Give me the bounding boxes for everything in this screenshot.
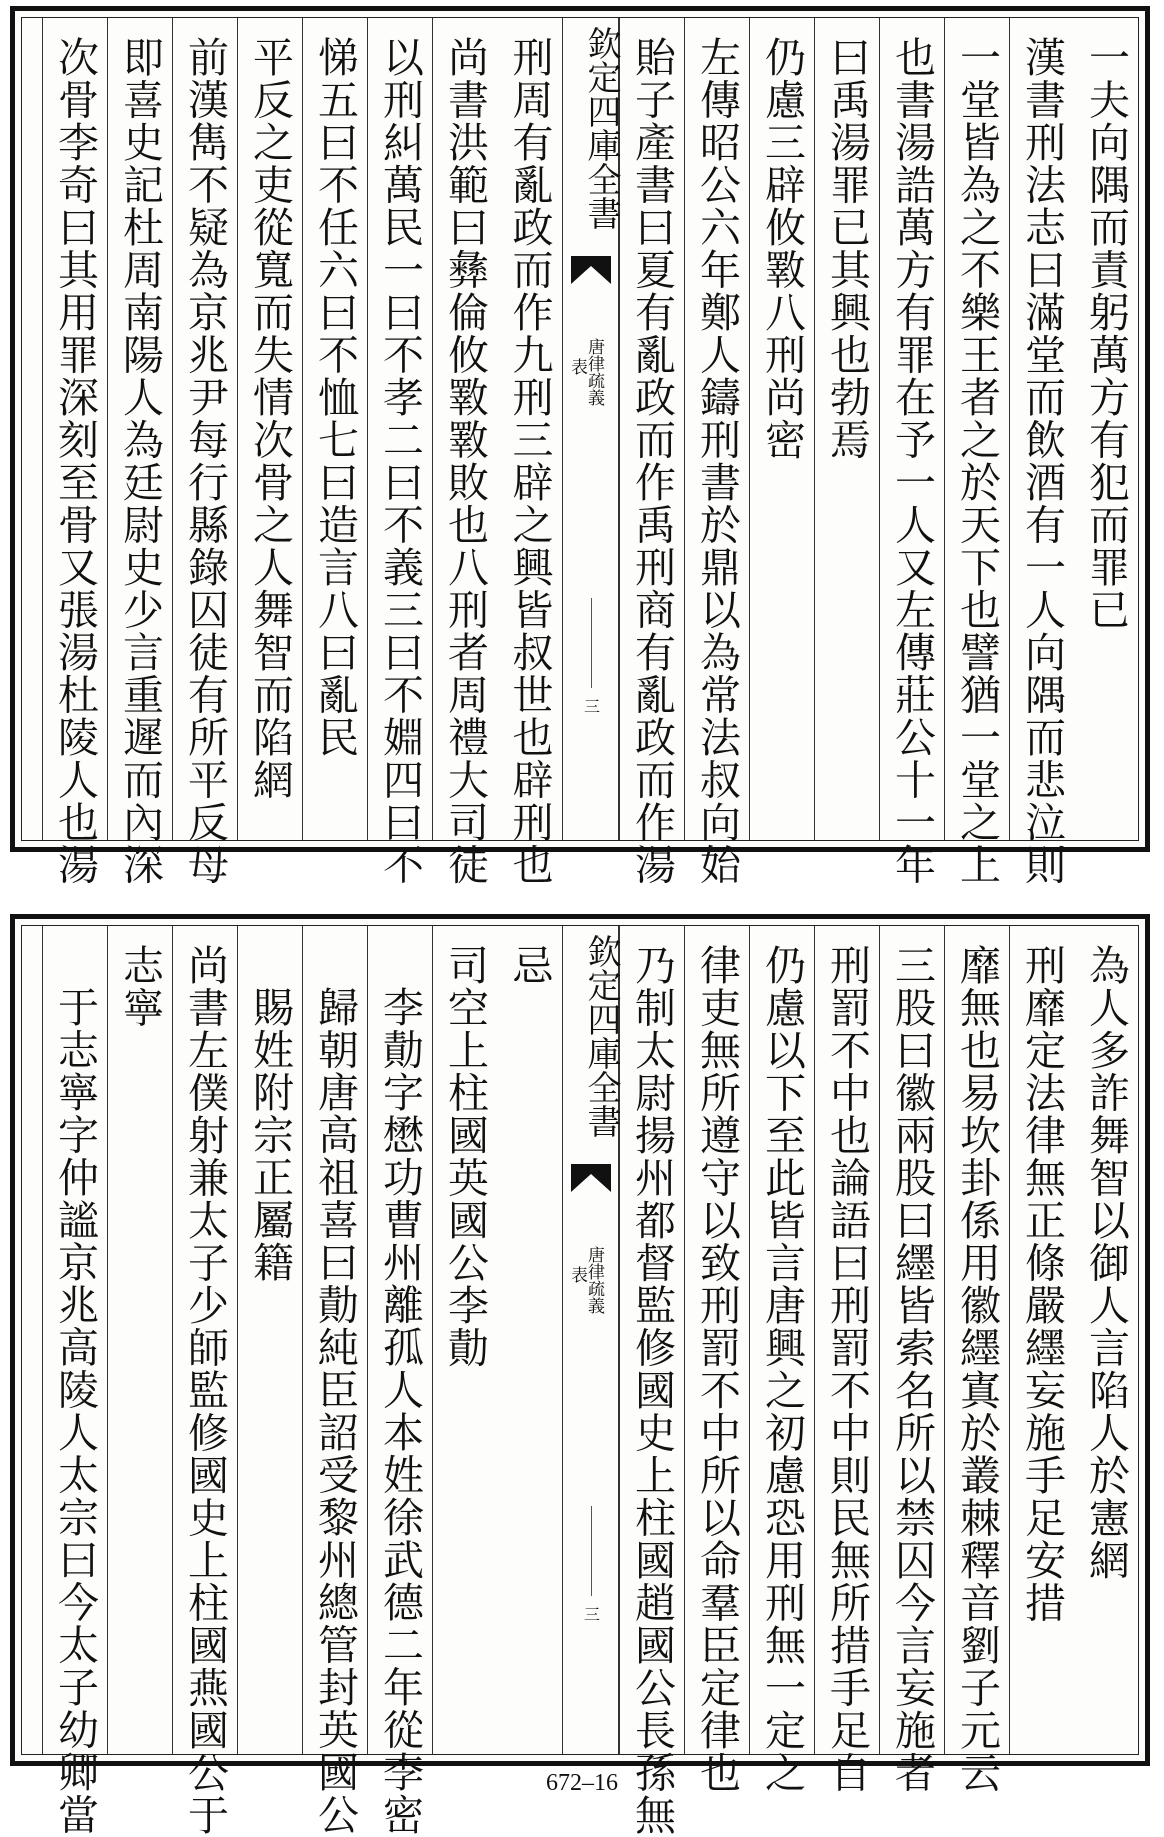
text-column <box>497 18 562 886</box>
text-column <box>1074 18 1138 840</box>
text-column <box>944 18 1009 886</box>
column-text: 貽子產書曰夏有亂政而作禹刑商有亂政而作湯 <box>628 36 676 886</box>
text-column <box>684 18 749 886</box>
column-text: 尚書左僕射兼太子少師監修國史上柱國燕國公于 <box>181 944 229 1837</box>
text-column <box>749 926 814 1794</box>
text-column <box>237 18 302 840</box>
center-section: 表 <box>567 358 587 375</box>
column-text: 曰禹湯罪已其興也勃焉 <box>823 36 871 461</box>
text-column <box>172 18 237 886</box>
text-column <box>1009 18 1074 886</box>
text-column <box>42 18 107 886</box>
column-text: 即喜史記杜周南陽人為廷尉史少言重遲而內深 <box>116 36 164 886</box>
center-rule <box>591 598 592 688</box>
fishtail-mark-icon <box>571 256 611 284</box>
column-text: 前漢雋不疑為京兆尹每行縣錄囚徒有所平反母 <box>181 36 229 886</box>
text-column <box>879 18 944 886</box>
center-page-number: 三 <box>581 1606 601 1622</box>
column-text: 也書湯誥萬方有罪在予一人又左傳莊公十一年 <box>888 36 936 886</box>
column-text: 仍慮三辟攸斁八刑尚密 <box>758 36 806 461</box>
column-text: 刑周有亂政而作九刑三辟之興皆叔世也辟刑也 <box>505 36 554 886</box>
center-title: 欽定四庫全書 <box>581 26 621 230</box>
text-column <box>107 18 172 886</box>
text-column <box>944 926 1009 1794</box>
text-column <box>619 926 684 1837</box>
column-text: 乃制太尉揚州都督監修國史上柱國趙國公長孫無 <box>628 944 676 1837</box>
text-column <box>1009 926 1074 1754</box>
text-column <box>814 926 879 1794</box>
text-column <box>497 926 562 1754</box>
column-text: 律吏無所遵守以致刑罰不中所以命羣臣定律也 <box>693 944 741 1794</box>
column-text: 刑靡定法律無正條嚴纆妄施手足安措 <box>1018 944 1066 1624</box>
text-column <box>879 926 944 1794</box>
center-rule <box>591 1506 592 1596</box>
center-section: 表 <box>567 1266 587 1283</box>
column-text: 司空上柱國英國公李勣 <box>441 944 489 1369</box>
column-text: 三股曰徽兩股曰纆皆索名所以禁囚今言妄施者 <box>888 944 936 1794</box>
column-text: 賜姓附宗正屬籍 <box>246 986 294 1284</box>
column-text: 為人多詐舞智以御人言陷人於憲網 <box>1082 944 1130 1582</box>
center-title: 欽定四庫全書 <box>581 934 621 1138</box>
column-text: 悌五曰不任六曰不恤七曰造言八曰亂民 <box>311 36 359 759</box>
text-column <box>367 926 432 1836</box>
column-text: 仍慮以下至此皆言唐興之初慮恐用刑無一定之 <box>758 944 806 1794</box>
column-text: 歸朝唐高祖喜曰勣純臣詔受黎州總管封英國公 <box>311 986 359 1836</box>
text-column <box>814 18 879 840</box>
center-page-number: 三 <box>581 698 601 714</box>
column-text: 于志寧字仲謐京兆高陵人太宗曰今太子幼卿當 <box>51 986 99 1836</box>
column-text: 漢書刑法志曰滿堂而飲酒有一人向隅而悲泣則 <box>1018 36 1066 886</box>
fishtail-mark-icon <box>571 1164 611 1192</box>
column-text: 左傳昭公六年鄭人鑄刑書於鼎以為常法叔向始 <box>693 36 741 886</box>
text-column <box>302 926 367 1836</box>
column-text: 刑罰不中也論語曰刑罰不中則民無所措手足自 <box>823 944 871 1794</box>
column-text: 以刑糾萬民一曰不孝二曰不義三曰不婣四曰不 <box>376 36 424 886</box>
column-text: 尚書洪範曰彝倫攸斁斁敗也八刑者周禮大司徒 <box>441 36 489 886</box>
text-column <box>42 926 107 1836</box>
text-column <box>684 926 749 1794</box>
column-text: 一堂皆為之不樂王者之於天下也譬猶一堂之上 <box>953 36 1001 886</box>
column-text: 次骨李奇曰其用罪深刻至骨又張湯杜陵人也湯 <box>51 36 99 886</box>
column-text: 靡無也易坎卦係用徽纆寘於叢棘釋音劉子元云 <box>953 944 1001 1794</box>
text-column <box>172 926 237 1837</box>
text-column <box>749 18 814 840</box>
column-text: 平反之吏從寬而失情次骨之人舞智而陷網 <box>246 36 294 801</box>
center-subtitle: 唐律疏義 <box>584 338 604 406</box>
text-column <box>432 926 497 1754</box>
text-column <box>367 18 432 886</box>
text-column <box>237 926 302 1754</box>
column-text: 志寧 <box>116 944 164 1029</box>
column-text: 李勣字懋功曹州離孤人本姓徐武德二年從李密 <box>376 986 424 1836</box>
text-column <box>302 18 367 840</box>
column-text: 忌 <box>505 944 554 987</box>
text-column <box>619 18 684 886</box>
text-column <box>1074 926 1138 1754</box>
page-footer-number: 672–16 <box>546 1770 618 1796</box>
text-column <box>107 926 172 1754</box>
center-subtitle: 唐律疏義 <box>584 1246 604 1314</box>
top-page-frame <box>21 17 1139 886</box>
column-text: 一夫向隅而責躬萬方有犯而罪已 <box>1082 36 1130 631</box>
center-margin <box>562 18 619 840</box>
center-margin <box>562 926 619 1754</box>
text-column <box>432 18 497 886</box>
top-page <box>10 6 1150 886</box>
